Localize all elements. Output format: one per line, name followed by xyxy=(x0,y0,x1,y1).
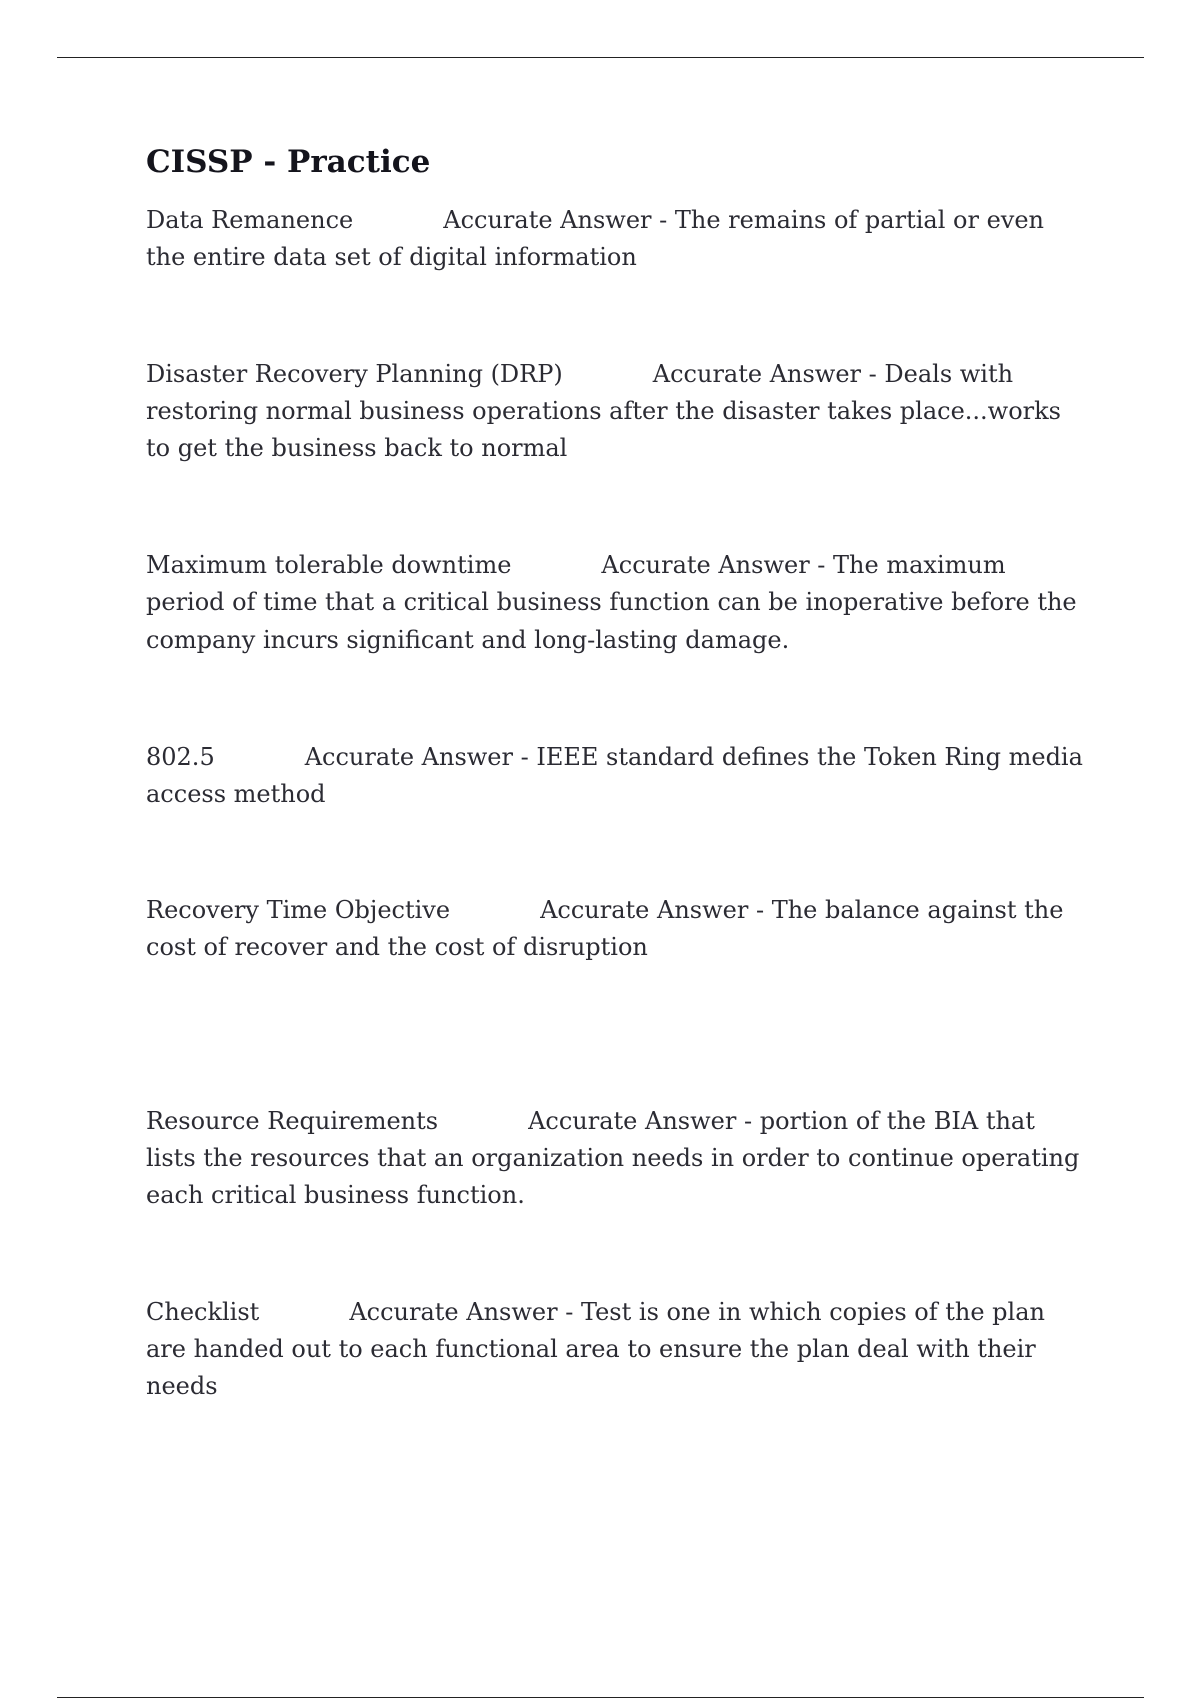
entry-answer: Accurate Answer - IEEE standard defines the Token Ring media access method xyxy=(146,742,1083,808)
qa-entry xyxy=(146,892,1086,966)
document-body xyxy=(146,142,1086,1406)
qa-entry xyxy=(146,1103,1086,1215)
entry-answer: Accurate Answer - portion of the BIA that lists the resources that an organization needs in order to continue operating each critical business function. xyxy=(146,1106,1080,1209)
qa-entry xyxy=(146,1294,1086,1406)
entry-answer: Accurate Answer - The remains of partial or even the entire data set of digital information xyxy=(146,206,1044,272)
qa-entry xyxy=(146,202,1086,276)
entry-answer: Accurate Answer - Deals with restoring normal business operations after the disaster takes place...works to get the business back to normal xyxy=(146,359,1061,463)
entry-term: Recovery Time Objective xyxy=(146,896,451,925)
entry-term: Checklist xyxy=(146,1298,260,1327)
footer-rule xyxy=(57,1697,1144,1698)
qa-entry xyxy=(146,356,1086,468)
entry-term: Resource Requirements xyxy=(146,1106,439,1135)
header-rule xyxy=(57,57,1144,58)
entry-term: 802.5 xyxy=(146,742,215,771)
qa-entry xyxy=(146,739,1086,813)
entry-term: Disaster Recovery Planning (DRP) xyxy=(146,359,563,388)
entry-answer: Accurate Answer - Test is one in which copies of the plan are handed out to each functional area to ensure the plan deal with their needs xyxy=(146,1298,1045,1401)
entry-term: Maximum tolerable downtime xyxy=(146,551,512,580)
document-title: CISSP - Practice xyxy=(146,144,431,180)
entry-term: Data Remanence xyxy=(146,206,354,235)
entry-answer: Accurate Answer - The maximum period of time that a critical business function can be inoperative before the company incurs significant and long-lasting damage. xyxy=(146,551,1077,654)
qa-entry xyxy=(146,547,1086,659)
entry-answer: Accurate Answer - The balance against the cost of recover and the cost of disruption xyxy=(146,896,1064,962)
